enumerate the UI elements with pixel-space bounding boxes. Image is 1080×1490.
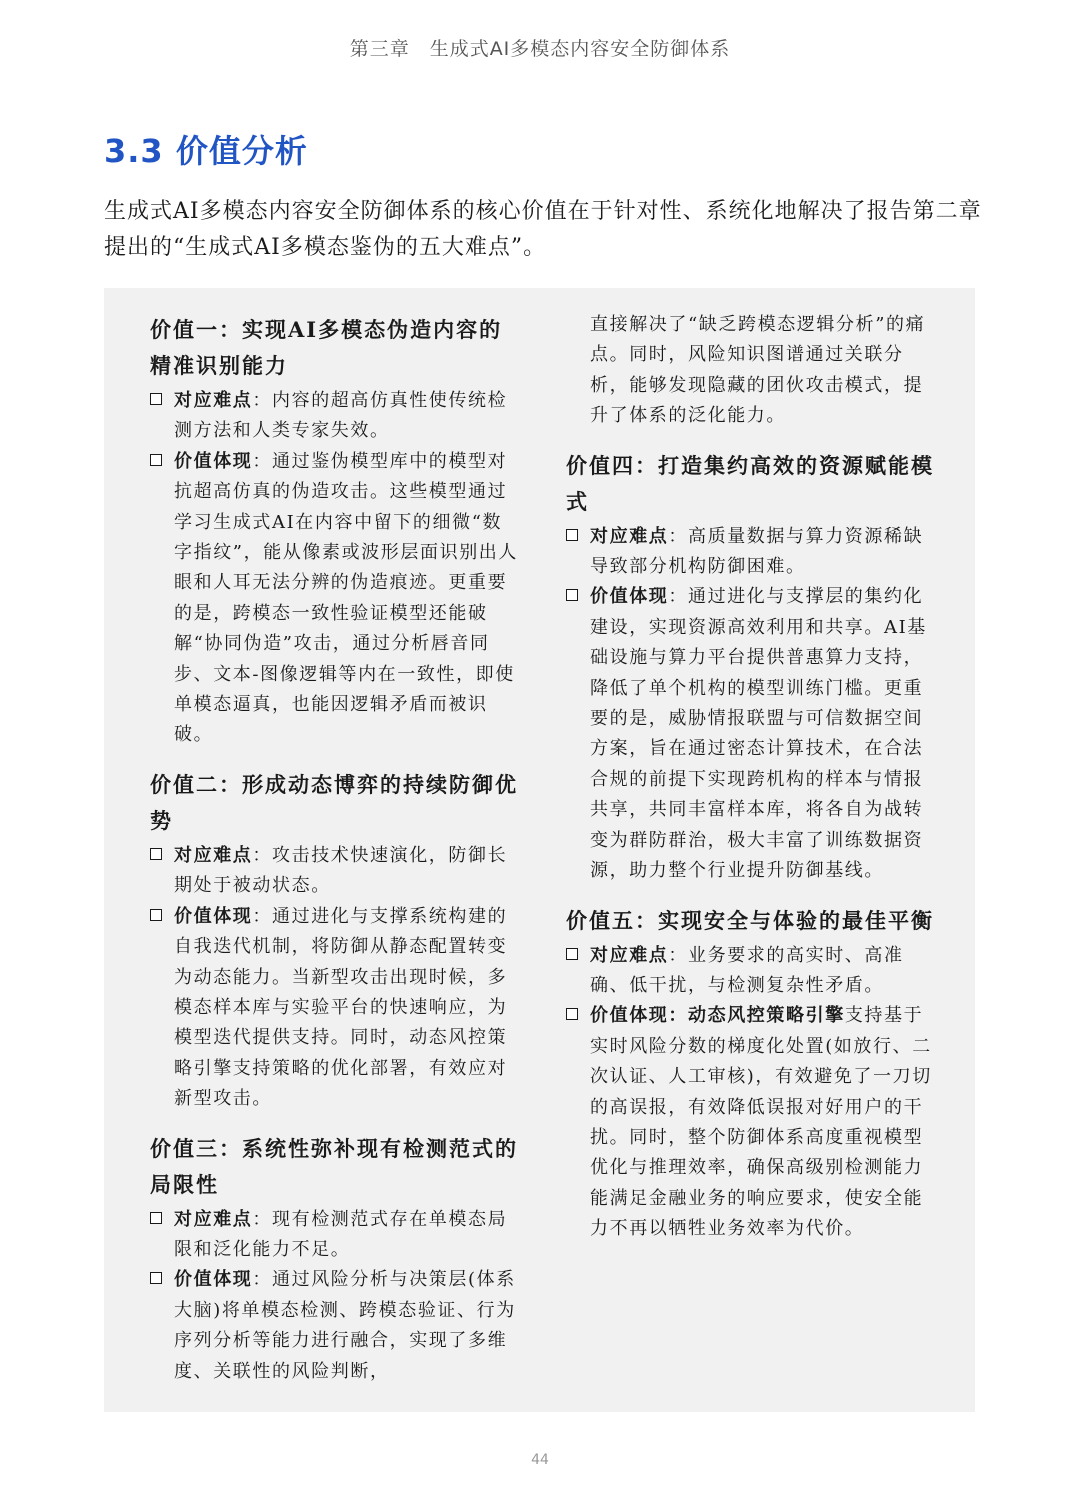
embodiment-text: 支持基于实时风险分数的梯度化处置(如放行、二次认证、人工审核)，有效避免了一刀切的高误报，有效降低误报对好用户的干扰。同时，整个防御体系高度重视模型优化与推理效率，确保高级别检测能力能满足金融业务的响应要求，使安全能力不再以牺牲业务效率为代价。 (590, 1005, 932, 1240)
embodiment-text: ：通过鉴伪模型库中的模型对抗超高仿真的伪造攻击。这些模型通过学习生成式AI在内容中留下的细微“数字指纹”，能从像素或波形层面识别出人眼和人耳无法分辨的伪造痕迹。更重要的是，跨模态一致性验证模型还能破解“协同伪造”攻击，通过分析唇音同步、文本-图像逻辑等内在一致性，即使单模态逼真，也能因逻辑矛盾而被识破。 (174, 450, 519, 746)
embodiment-label: 价值体现 (174, 1269, 253, 1291)
value-one (150, 312, 520, 751)
checkbox-icon (150, 1272, 162, 1284)
value-three (150, 1131, 520, 1387)
value-one-embodiment (150, 447, 520, 751)
value-five-difficulty (566, 941, 936, 1002)
checkbox-icon (150, 393, 162, 405)
value-three-difficulty (150, 1205, 520, 1266)
value-two-title: 价值二：形成动态博弈的持续防御优势 (150, 771, 518, 833)
value-four-embodiment (566, 582, 936, 886)
intro-paragraph: 生成式AI多模态内容安全防御体系的核心价值在于针对性、系统化地解决了报告第二章提出的“生成式AI多模态鉴伪的五大难点”。 (104, 199, 982, 260)
chapter-header: 第三章 生成式AI多模态内容安全防御体系 (349, 38, 731, 60)
embodiment-label: 价值体现 (174, 450, 253, 472)
values-panel (104, 288, 975, 1412)
value-two (150, 767, 520, 1115)
value-three-title: 价值三：系统性弥补现有检测范式的局限性 (150, 1135, 518, 1197)
difficulty-text: ：业务要求的高实时、高准确、低干扰，与检测复杂性矛盾。 (590, 944, 904, 996)
difficulty-label: 对应难点 (174, 390, 253, 411)
value-five-embodiment (566, 1001, 936, 1244)
value-three-continuation (566, 310, 936, 432)
checkbox-icon (566, 529, 578, 541)
value-two-embodiment (150, 902, 520, 1115)
difficulty-label: 对应难点 (590, 944, 669, 966)
value-two-difficulty (150, 841, 520, 902)
embodiment-label: 价值体现 (174, 905, 253, 927)
checkbox-icon (150, 1212, 162, 1224)
embodiment-label: 价值体现 (590, 586, 669, 608)
difficulty-label: 对应难点 (174, 844, 253, 866)
value-five (566, 903, 936, 1245)
left-column (150, 312, 520, 1403)
checkbox-icon (150, 848, 162, 860)
right-column (566, 310, 936, 1261)
value-one-difficulty (150, 386, 520, 447)
value-one-title: 价值一：实现AI多模态伪造内容的精准识别能力 (150, 317, 503, 378)
section-title: 3.3 价值分析 (104, 132, 308, 170)
value-three-continuation-text: 直接解决了“缺乏跨模态逻辑分析”的痛点。同时，风险知识图谱通过关联分析，能够发现隐藏的团伙攻击模式，提升了体系的泛化能力。 (590, 314, 926, 427)
checkbox-icon (150, 454, 162, 466)
checkbox-icon (566, 1008, 578, 1020)
value-four-title: 价值四：打造集约高效的资源赋能模式 (566, 452, 934, 514)
embodiment-text: ：通过进化与支撑系统构建的自我迭代机制，将防御从静态配置转变为动态能力。当新型攻击出现时候，多模态样本库与实验平台的快速响应，为模型迭代提供支持。同时，动态风控策略引擎支持策略的优化部署，有效应对新型攻击。 (174, 905, 508, 1110)
checkbox-icon (566, 589, 578, 601)
value-five-title: 价值五：实现安全与体验的最佳平衡 (566, 907, 934, 933)
embodiment-text: ：通过风险分析与决策层(体系大脑)将单模态检测、跨模态验证、行为序列分析等能力进行融合，实现了多维度、关联性的风险判断， (174, 1269, 516, 1382)
value-four (566, 448, 936, 887)
checkbox-icon (150, 909, 162, 921)
embodiment-label: 价值体现：动态风控策略引擎 (590, 1005, 845, 1027)
difficulty-text: ：现有检测范式存在单模态局限和泛化能力不足。 (174, 1208, 508, 1260)
checkbox-icon (566, 948, 578, 960)
embodiment-text: ：通过进化与支撑层的集约化建设，实现资源高效利用和共享。AI基础设施与算力平台提供普惠算力支持，降低了单个机构的模型训练门槛。更重要的是，威胁情报联盟与可信数据空间方案，旨在通过密态计算技术，在合法合规的前提下实现跨机构的样本与情报共享，共同丰富样本库，将各自为战转变为群防群治，极大丰富了训练数据资源，助力整个行业提升防御基线。 (590, 586, 927, 882)
difficulty-text: ：高质量数据与算力资源稀缺导致部分机构防御困难。 (590, 525, 924, 578)
difficulty-text: ：攻击技术快速演化，防御长期处于被动状态。 (174, 844, 508, 897)
difficulty-label: 对应难点 (590, 525, 669, 547)
page-number: 44 (531, 1452, 549, 1468)
value-four-difficulty (566, 522, 936, 583)
value-three-embodiment (150, 1265, 520, 1387)
difficulty-text: ：内容的超高仿真性使传统检测方法和人类专家失效。 (174, 390, 508, 442)
difficulty-label: 对应难点 (174, 1208, 253, 1230)
